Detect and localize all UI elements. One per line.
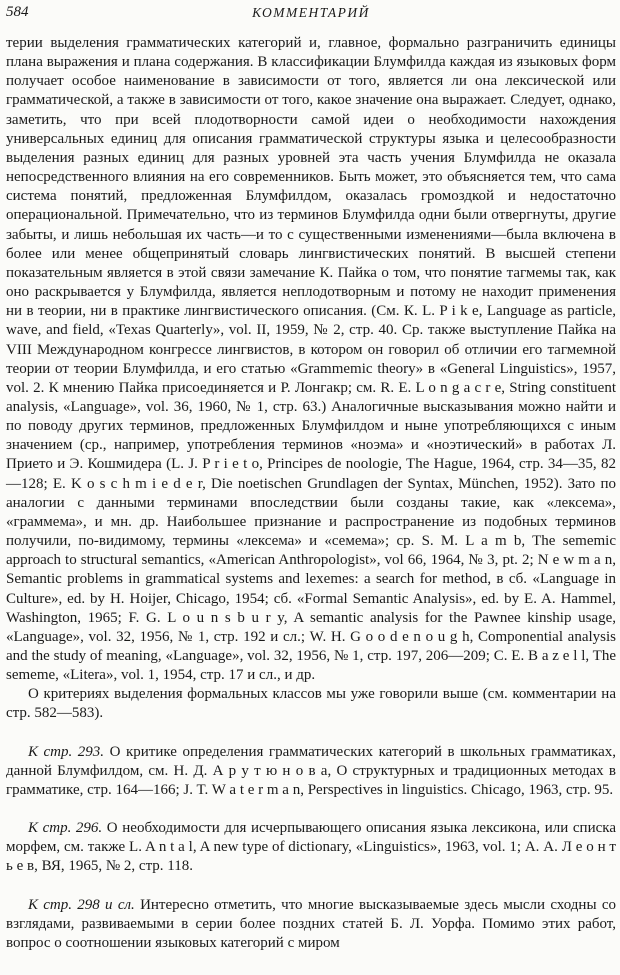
paragraph-criteria: О критериях выделения формальных классов мы уже говорили выше (см. комментарии на стр. 582—583). [6,686,616,722]
commentary-text [6,34,616,953]
note-text: Интересно отметить, что многие высказываемые здесь мысли сходны со взглядами, развиваемыми в серии более поздних статей Б. Л. Уорфа. Помимо этих работ, вопрос о соотношении языковых категорий с миром [6,896,616,951]
note-text: О критике определения грамматических категорий в школьных грамматиках, данной Блумфилдом, см. Н. Д. А р у т ю н о в а, О структурных и традиционных методах в грамматике, стр. 164—166; J. T. W a t e r m a n, Perspectives in linguistics. Chicago, 1963, стр. 95. [6,743,616,798]
running-title: КОММЕНТАРИЙ [252,5,370,20]
paragraph-main: терии выделения грамматических категорий и, главное, формально разграничить единицы плана выражения и плана содержания. В классификации Блумфилда каждая из языковых форм получает особое наименование в зависимости от того, является ли она лексической или грамматической, а также в зависимости от того, какое значение она выражает. Следует, однако, заметить, что при всей плодотворности самой идеи о необходимости нахождения универсальных единиц для описания грамматической структуры языка и целесообразности выделения разных единиц для разных уровней эта часть учения Блумфилда не оказала непосредственного влияния на его современников. Быть может, это объясняется тем, что сама система понятий, предложенная Блумфилдом, оказалась громоздкой и недостаточно операциональной. Примечательно, что из терминов Блумфилда одни были отвергнуты, другие забыты, и лишь небольшая их часть—и то с существенными изменениями—была включена в более или менее общепринятый словарь лингвистических понятий. В высшей степени показательным является в этой связи замечание К. Пайка о том, что понятие тагмемы так, как оно раскрывается у Блумфилда, является неплодотворным и потому не находит применения ни в теории, ни в практике лингвистического описания. (См. К. L. P i k e, Language as particle, wave, and field, «Texas Quarterly», vol. II, 1959, № 2, стр. 40. Ср. также выступление Пайка на VIII Международном конгрессе лингвистов, в котором он говорил об отличии его тагмемной теории от теории Блумфилда, и его статью «Grammemic theory» в «General Linguistics», 1957, vol. 2. К мнению Пайка присоединяется и Р. Лонгакр; см. R. E. L o n g a c r e, String constituent analysis, «Language», vol. 36, 1960, № 1, стр. 63.) Аналогичные высказывания можно найти и по поводу других терминов, предложенных Блумфилдом и ныне употребляющихся с иным значением (ср., например, употребления терминов «ноэма» и «ноэтический» в работах Л. Прието и Э. Кошмидера (L. J. P r i e t o, Principes de noologie, The Hague, 1964, стр. 34—35, 82—128; E. K o s c h m i e d e r, Die noetischen Grundlagen der Syntax, München, 1952). Зато по аналогии с данными терминами впоследствии были созданы такие, как «лексема», «граммема», и мн. др. Наибольшее признание и распространение из подобных терминов получили, по-видимому, термины «лексема» и «семема»; ср. S. M. L a m b, The sememic approach to structural semantics, «American Anthropologist», vol 66, 1964, № 3, pt. 2; N e w m a n, Semantic problems in grammatical systems and lexemes: a search for method, в сб. «Language in Culture», ed. by H. Hoijer, Chicago, 1954; сб. «Formal Semantic Analysis», ed. by E. A. Hammel, Washington, 1965; F. G. L o u n s b u r y, A semantic analysis for the Pawnee kinship usage, «Language», vol. 32, 1956, № 1, стр. 192 и сл.; W. H. G o o d e n o u g h, Componential analysis and the study of meaning, «Language», vol. 32, 1956, № 1, стр. 197, 206—209; C. E. B a z e l l, The sememe, «Litera», vol. 1, 1954, стр. 17 и сл., и др. [6,35,616,684]
note-page-293 [6,743,616,800]
note-lead: К стр. 298 и сл. [28,896,135,913]
page-header [6,4,616,26]
spacer [6,724,616,743]
note-text: О необходимости для исчерпывающего описания языка лексикона, или списка морфем, см. также L. A n t a l, A new type of dictionary, «Linguistics», 1963, vol. 1; А. А. Л е о н т ь е в, ВЯ, 1965, № 2, стр. 118. [6,820,616,875]
note-page-296 [6,819,616,876]
note-lead: К стр. 296. [28,820,103,837]
note-page-298 [6,896,616,953]
page-number: 584 [6,4,29,20]
spacer [6,877,616,896]
spacer [6,800,616,819]
note-lead: К стр. 293. [28,743,105,760]
